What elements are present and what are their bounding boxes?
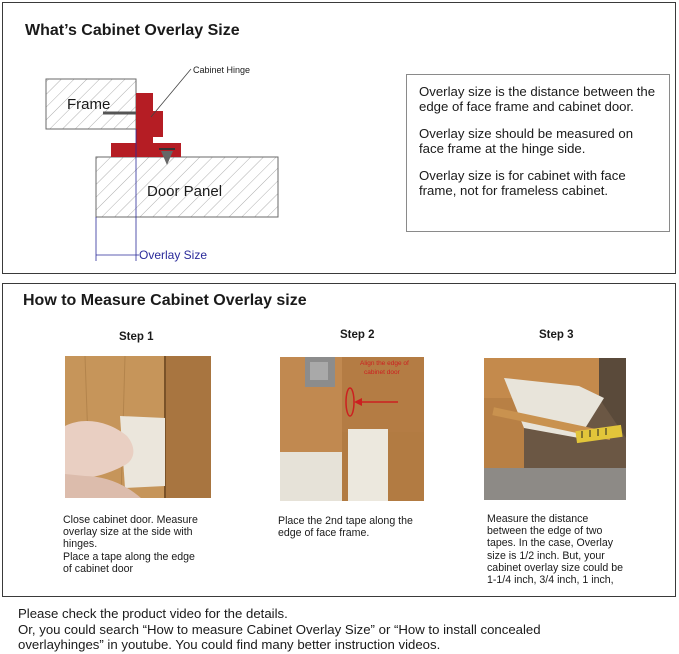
frame-label: Frame (67, 96, 111, 113)
step-2-photo (280, 357, 424, 501)
step-1-photo (65, 356, 211, 498)
step-text-line: size is 1/2 inch. But, your (487, 549, 605, 562)
hinge-label: Cabinet Hinge (193, 65, 251, 75)
how-to-measure-panel (2, 283, 676, 597)
frame-block (46, 79, 136, 129)
footer-note (18, 606, 673, 653)
door-panel-block (96, 157, 278, 217)
step-text-line: Place a tape along the edge (63, 550, 195, 563)
bottom-section-title: How to Measure Cabinet Overlay size (23, 292, 307, 309)
step-text-line: overlay size at the side with (63, 526, 193, 539)
step-text-line: Close cabinet door. Measure (63, 514, 198, 526)
overlay-info-box (406, 74, 670, 232)
step-text-line: 1-1/4 inch, 3/4 inch, 1 inch, (487, 574, 614, 587)
info-paragraph: Overlay size is for cabinet with face frame, not for frameless cabinet. (419, 168, 626, 198)
step-text-line: cabinet overlay size could be (487, 561, 624, 574)
footer-line: Please check the product video for the details. (18, 606, 288, 621)
step-text-line: Measure the distance (487, 513, 589, 525)
step-text-line: Place the 2nd tape along the (278, 515, 413, 527)
step-3-label: Step 3 (539, 329, 574, 341)
overlay-diagram (41, 61, 291, 271)
overlay-size-label: Overlay Size (139, 248, 208, 262)
top-section-title: What’s Cabinet Overlay Size (25, 22, 240, 39)
step-2-label: Step 2 (340, 329, 375, 341)
step-text-line: between the edge of two (487, 525, 603, 538)
overlay-definition-panel (2, 2, 676, 274)
step-3-photo (484, 358, 626, 500)
step-2-annotation-line: cabinet door (364, 369, 400, 376)
step-text-line: tapes. In the case, Overlay (487, 537, 614, 550)
step-3-text (487, 513, 667, 586)
info-paragraph: Overlay size should be measured on face frame at the hinge side. (419, 126, 634, 156)
step-2-text (278, 515, 448, 539)
step-text-line: edge of face frame. (278, 527, 370, 540)
footer-line: overlayhinges” in youtube. You could find many better instruction videos. (18, 637, 441, 652)
footer-line: Or, you could search “How to measure Cabinet Overlay Size” or “How to install concealed (18, 621, 541, 637)
step-2-annotation-line: Align the edge of (360, 360, 409, 367)
step-1-text (63, 514, 233, 575)
door-panel-label: Door Panel (147, 183, 223, 200)
step-text-line: of cabinet door (63, 562, 134, 575)
step-text-line: hinges. (63, 538, 98, 551)
step-1-label: Step 1 (119, 331, 154, 343)
info-paragraph: Overlay size is the distance between the edge of face frame and cabinet door. (419, 84, 656, 114)
